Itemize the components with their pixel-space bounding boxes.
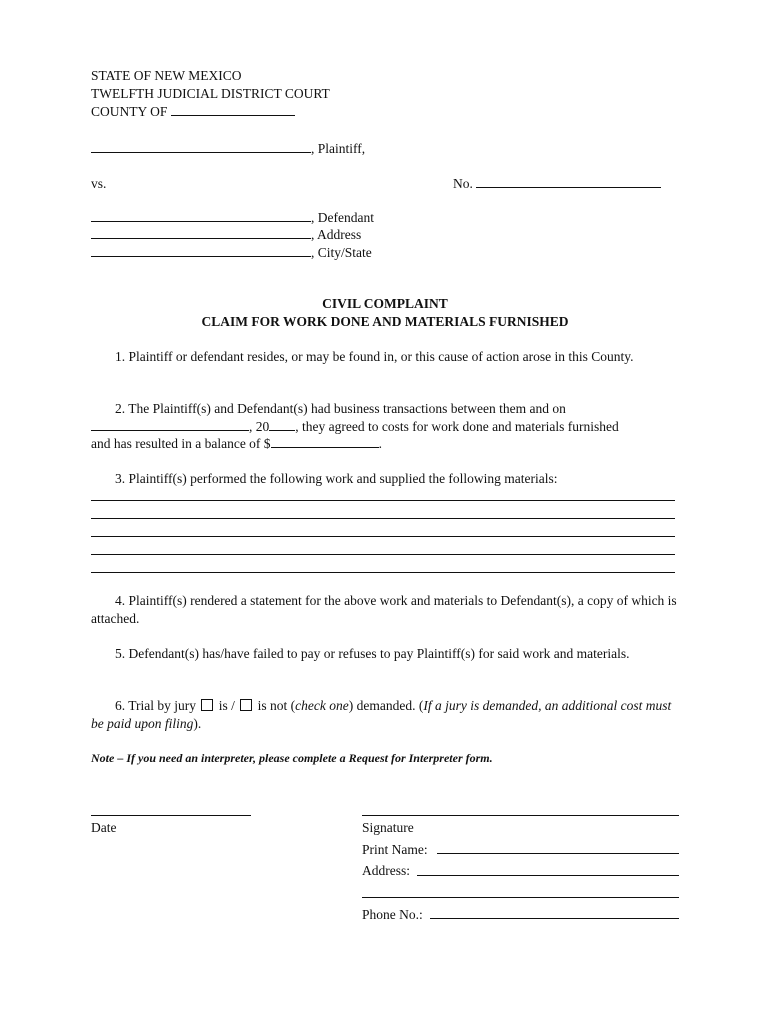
date-field[interactable] (91, 815, 251, 816)
vs-label: vs. (91, 176, 107, 191)
interpreter-note: Note – If you need an interpreter, please complete a Request for Interpreter form. (91, 751, 493, 765)
county-field[interactable] (171, 103, 295, 116)
defendant-city-state-field[interactable] (91, 244, 311, 257)
check-one-note: check one (295, 698, 349, 713)
address-field-line-1[interactable] (417, 875, 679, 876)
jury-cost-note: If a jury is demanded, an additional cost must be paid upon filing (91, 698, 672, 731)
transaction-year-field[interactable] (269, 418, 295, 431)
defendant-line (91, 209, 374, 227)
paragraph-2-line-2 (91, 418, 681, 436)
paragraph-2 (91, 400, 681, 453)
court-heading: TWELFTH JUDICIAL DISTRICT COURT (91, 86, 330, 101)
paragraph-6-end: ). (193, 715, 202, 731)
work-materials-line-2[interactable] (91, 518, 675, 519)
signature-field[interactable] (362, 815, 679, 816)
signature-label: Signature (362, 820, 414, 835)
county-label: COUNTY OF (91, 104, 168, 119)
balance-period: . (378, 436, 382, 451)
date-label: Date (91, 820, 117, 835)
paragraph-6 (91, 697, 681, 732)
document-subtitle: CLAIM FOR WORK DONE AND MATERIALS FURNISHED (201, 314, 569, 329)
jury-not-demanded-label: is not ( (257, 698, 296, 713)
case-number-line (453, 175, 661, 193)
defendant-city-line (91, 244, 372, 262)
defendant-label: , Defendant (311, 210, 374, 225)
work-materials-line-5[interactable] (91, 572, 675, 573)
case-number-label: No. (453, 176, 473, 191)
paragraph-3-text: 3. Plaintiff(s) performed the following work and supplied the following materials: (115, 471, 558, 486)
phone-field[interactable] (430, 918, 679, 919)
paragraph-5-text: 5. Defendant(s) has/have failed to pay or refuses to pay Plaintiff(s) for said work and materials. (115, 646, 630, 661)
jury-demanded-checkbox[interactable] (201, 699, 213, 711)
paragraph-5 (91, 645, 681, 663)
balance-amount-field[interactable] (271, 435, 379, 448)
print-name-label: Print Name: (362, 842, 428, 857)
paragraph-3 (91, 470, 681, 488)
transaction-date-field[interactable] (91, 418, 249, 431)
plaintiff-name-field[interactable] (91, 140, 311, 153)
phone-label: Phone No.: (362, 907, 423, 922)
defendant-name-field[interactable] (91, 209, 311, 222)
year-prefix: , 20 (249, 418, 270, 434)
defendant-address-field[interactable] (91, 226, 311, 239)
defendant-address-label: , Address (311, 227, 362, 242)
jury-label: 6. Trial by jury (115, 698, 197, 713)
paragraph-4-text: 4. Plaintiff(s) rendered a statement for the above work and materials to Defendant(s), a copy of which is attached. (91, 593, 677, 626)
plaintiff-line (91, 140, 365, 158)
demanded-text: ) demanded. ( (348, 698, 424, 713)
print-name-field[interactable] (437, 853, 679, 854)
work-materials-line-3[interactable] (91, 536, 675, 537)
case-number-field[interactable] (476, 175, 661, 188)
address-field-line-2[interactable] (362, 897, 679, 898)
paragraph-2-line-2-text: , they agreed to costs for work done and materials furnished (295, 418, 619, 434)
defendant-city-state-label: , City/State (311, 245, 372, 260)
paragraph-1 (91, 348, 681, 366)
paragraph-2-line-1: 2. The Plaintiff(s) and Defendant(s) had business transactions between them and on (115, 401, 566, 416)
paragraph-2-line-3 (91, 435, 681, 453)
document-title: CIVIL COMPLAINT (322, 296, 448, 311)
jury-not-demanded-checkbox[interactable] (240, 699, 252, 711)
county-line (91, 103, 295, 121)
paragraph-1-text: 1. Plaintiff or defendant resides, or may be found in, or this cause of action arose in this County. (115, 349, 634, 364)
address-label: Address: (362, 863, 410, 878)
plaintiff-label: , Plaintiff, (311, 141, 366, 156)
work-materials-line-1[interactable] (91, 500, 675, 501)
jury-demanded-label: is / (218, 698, 235, 713)
work-materials-line-4[interactable] (91, 554, 675, 555)
paragraph-4 (91, 592, 681, 627)
state-heading: STATE OF NEW MEXICO (91, 68, 242, 83)
balance-label: and has resulted in a balance of $ (91, 436, 271, 451)
defendant-address-line (91, 226, 361, 244)
